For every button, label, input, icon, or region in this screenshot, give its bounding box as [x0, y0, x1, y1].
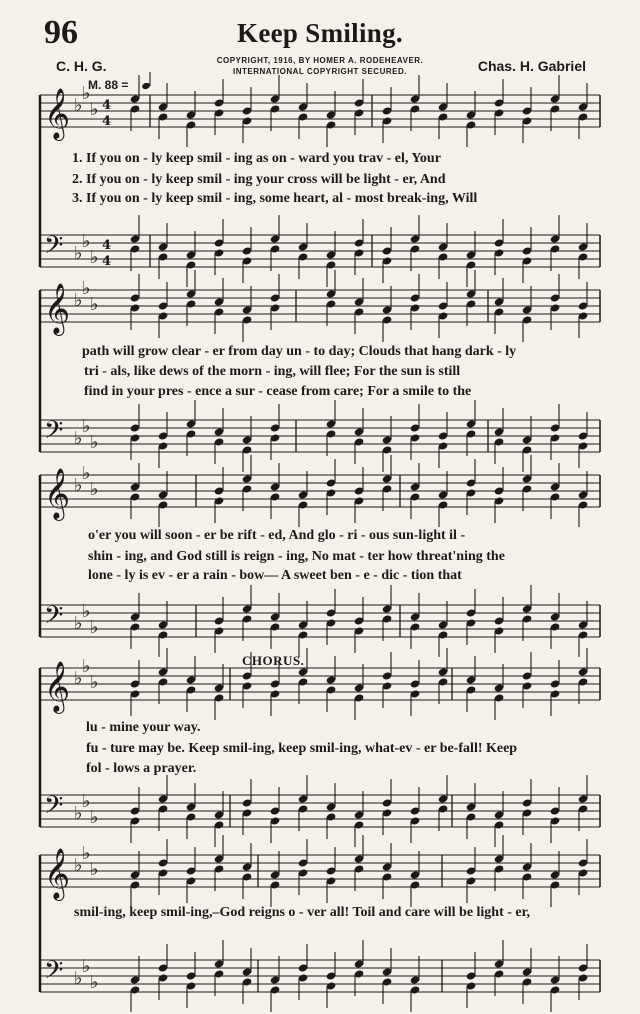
lyric-s1-v3: 3. If you on - ly keep smil - ing, some heart, al - most break-ing, Will	[72, 191, 478, 206]
flat-icon: ♭	[82, 656, 91, 677]
flat-icon: ♭	[90, 294, 99, 315]
flat-icon: ♭	[74, 290, 83, 311]
flat-icon: ♭	[82, 791, 91, 812]
lyric-s1-v2: 2. If you on - ly keep smil - ing your cross will be light - er, And	[72, 172, 446, 187]
flat-icon: ♭	[90, 479, 99, 500]
lyric-s2-v3: find in your pres - ence a sur - cease from care; For a smile to the	[84, 384, 472, 399]
copyright-notice: COPYRIGHT, 1916, BY HOMER A. RODEHEAVER.	[216, 56, 424, 65]
flat-icon: ♭	[82, 416, 91, 437]
time-signature: 4	[102, 254, 112, 269]
flat-icon: ♭	[74, 475, 83, 496]
tempo-marking: M. 88 =	[88, 78, 129, 92]
lyric-s3-v3: lone - ly is ev - er a rain - bow— A sweet ben - e - dic - tion that	[88, 568, 462, 583]
flat-icon: ♭	[82, 601, 91, 622]
flat-icon: ♭	[82, 843, 91, 864]
treble-clef-icon: 𝄞	[44, 468, 71, 519]
treble-clef-icon: 𝄞	[44, 88, 71, 139]
flat-icon: ♭	[74, 95, 83, 116]
lyric-s1-v1: 1. If you on - ly keep smil - ing as on - ward you trav - el, Your	[72, 151, 441, 166]
treble-clef-icon: 𝄞	[44, 848, 71, 899]
flat-icon: ♭	[90, 99, 99, 120]
flat-icon: ♭	[74, 855, 83, 876]
bass-clef-icon: 𝄢	[44, 416, 64, 451]
chorus-label: CHORUS.	[242, 653, 305, 668]
copyright-international: INTERNATIONAL COPYRIGHT SECURED.	[233, 67, 407, 76]
flat-icon: ♭	[90, 972, 99, 993]
lyric-s4-v3: fol - lows a prayer.	[86, 761, 197, 776]
bass-clef-icon: 𝄢	[44, 601, 64, 636]
flat-icon: ♭	[90, 859, 99, 880]
hymn-number: 96	[44, 14, 78, 51]
flat-icon: ♭	[82, 83, 91, 104]
time-signature: 4	[102, 238, 112, 253]
flat-icon: ♭	[90, 617, 99, 638]
lyric-s4-v2: fu - ture may be. Keep smil-ing, keep smil-ing, what-ev - er be-fall! Keep	[86, 741, 518, 756]
music-composer: Chas. H. Gabriel	[477, 58, 586, 74]
flat-icon: ♭	[74, 968, 83, 989]
lyric-s5-v1: smil-ing, keep smil-ing,–God reigns o - ver all! Toil and care will be light - er,	[74, 905, 531, 920]
flat-icon: ♭	[82, 231, 91, 252]
flat-icon: ♭	[90, 807, 99, 828]
hymn-title: Keep Smiling.	[237, 18, 403, 48]
bass-clef-icon: 𝄢	[44, 791, 64, 826]
flat-icon: ♭	[82, 956, 91, 977]
flat-icon: ♭	[74, 428, 83, 449]
flat-icon: ♭	[90, 672, 99, 693]
lyric-s3-v2: shin - ing, and God still is reign - ing, No mat - ter how threat'ning the	[88, 549, 505, 564]
flat-icon: ♭	[74, 243, 83, 264]
time-signature: 4	[102, 114, 112, 129]
bass-clef-icon: 𝄢	[44, 956, 64, 991]
flat-icon: ♭	[82, 278, 91, 299]
flat-icon: ♭	[90, 247, 99, 268]
lyric-s2-v2: tri - als, like dews of the morn - ing, will flee; For the sun is still	[84, 364, 461, 379]
words-author: C. H. G.	[56, 58, 107, 74]
flat-icon: ♭	[74, 668, 83, 689]
lyric-s3-v1: o'er you will soon - er be rift - ed, And glo - ri - ous sun-light il -	[88, 528, 466, 543]
quarter-note-icon	[141, 82, 151, 90]
flat-icon: ♭	[82, 463, 91, 484]
time-signature: 4	[102, 98, 112, 113]
flat-icon: ♭	[90, 432, 99, 453]
flat-icon: ♭	[74, 803, 83, 824]
treble-clef-icon: 𝄞	[44, 661, 71, 712]
lyric-s2-v1: path will grow clear - er from day un - to day; Clouds that hang dark - ly	[82, 344, 517, 359]
bass-clef-icon: 𝄢	[44, 231, 64, 266]
lyric-s4-v1: lu - mine your way.	[86, 720, 201, 735]
flat-icon: ♭	[74, 613, 83, 634]
treble-clef-icon: 𝄞	[44, 283, 71, 334]
